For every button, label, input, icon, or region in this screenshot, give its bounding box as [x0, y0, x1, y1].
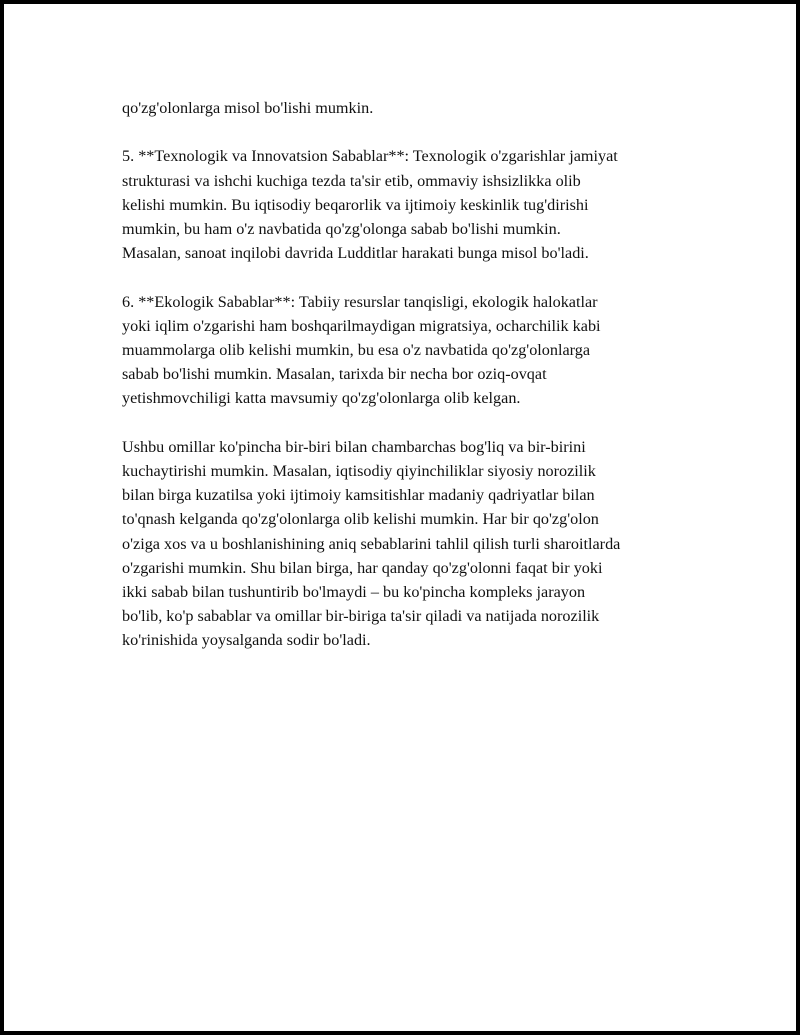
text-line: yetishmovchiligi katta mavsumiy qo'zg'olonlarga olib kelgan.: [122, 389, 521, 408]
text-line: Masalan, sanoat inqilobi davrida Ludditlar harakati bunga misol bo'ladi.: [122, 244, 589, 263]
text-line: to'qnash kelganda qo'zg'olonlarga olib kelishi mumkin. Har bir qo'zg'olon: [122, 510, 599, 529]
text-line: qo'zg'olonlarga misol bo'lishi mumkin.: [122, 99, 374, 117]
text-line: yoki iqlim o'zgarishi ham boshqarilmaydigan migratsiya, ocharchilik kabi: [122, 316, 601, 335]
text-line: kelishi mumkin. Bu iqtisodiy beqarorlik va ijtimoiy keskinlik tug'dirishi: [122, 195, 589, 214]
text-line: sabab bo'lishi mumkin. Masalan, tarixda bir necha bor oziq-ovqat: [122, 365, 547, 384]
text-line: ikki sabab bilan tushuntirib bo'lmaydi – bu ko'pincha kompleks jarayon: [122, 583, 586, 602]
paragraph-conclusion: [122, 435, 697, 653]
text-line: kuchaytirishi mumkin. Masalan, iqtisodiy qiyinchiliklar siyosiy norozilik: [122, 462, 596, 480]
paragraph-intro-tail: [122, 96, 697, 120]
text-line: ko'rinishida yoysalganda sodir bo'ladi.: [122, 631, 371, 650]
text-line: muammolarga olib kelishi mumkin, bu esa o'z navbatida qo'zg'olonlarga: [122, 341, 591, 359]
paragraph-ecological-causes: [122, 290, 697, 411]
text-line: o'ziga xos va u boshlanishining aniq sebablarini tahlil qilish turli sharoitlarda: [122, 534, 621, 553]
document-body: [122, 96, 697, 677]
text-line: bilan birga kuzatilsa yoki ijtimoiy kamsitishlar madaniy qadriyatlar bilan: [122, 486, 595, 505]
paragraph-technological-causes: [122, 144, 697, 265]
text-line: 5. **Texnologik va Innovatsion Sabablar**: Texnologik o'zgarishlar jamiyat: [122, 147, 618, 166]
text-line: o'zgarishi mumkin. Shu bilan birga, har qanday qo'zg'olonni faqat bir yoki: [122, 558, 603, 577]
text-line: Ushbu omillar ko'pincha bir-biri bilan chambarchas bog'liq va bir-birini: [122, 437, 586, 456]
text-line: mumkin, bu ham o'z navbatida qo'zg'olonga sabab bo'lishi mumkin.: [122, 220, 561, 238]
text-line: strukturasi va ishchi kuchiga tezda ta'sir etib, ommaviy ishsizlikka olib: [122, 171, 581, 190]
text-line: bo'lib, ko'p sabablar va omillar bir-biriga ta'sir qiladi va natijada norozilik: [122, 607, 600, 626]
text-line: 6. **Ekologik Sabablar**: Tabiiy resurslar tanqisligi, ekologik halokatlar: [122, 292, 598, 311]
